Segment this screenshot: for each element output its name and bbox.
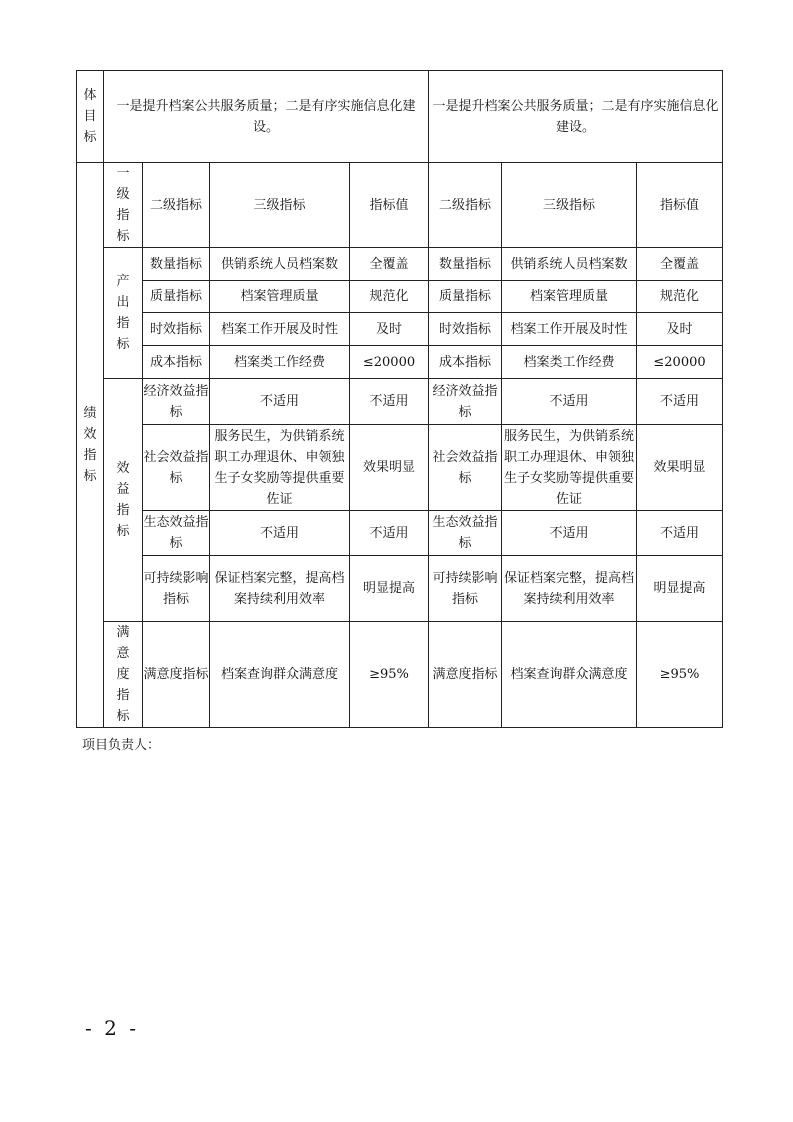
- table-row: [77, 622, 723, 728]
- level2-cell: 成本指标: [429, 346, 502, 379]
- value-cell: ≤20000: [637, 346, 723, 379]
- value-cell: 规范化: [350, 281, 429, 313]
- table-row: [77, 425, 723, 511]
- level2-cell: 可持续影响指标: [143, 556, 210, 622]
- level2-cell: 社会效益指标: [143, 425, 210, 511]
- level2-cell: 满意度指标: [429, 622, 502, 728]
- goal-row: [77, 71, 723, 163]
- benefit-indicators-label: 效 益 指 标: [104, 379, 143, 622]
- level3-cell: 档案类工作经费: [210, 346, 350, 379]
- value-cell: 不适用: [350, 379, 429, 425]
- value-cell: 效果明显: [350, 425, 429, 511]
- level3-cell: 不适用: [502, 511, 637, 556]
- table-row: [77, 248, 723, 281]
- value-cell: ≤20000: [350, 346, 429, 379]
- value-cell: 全覆盖: [350, 248, 429, 281]
- level3-cell: 档案查询群众满意度: [502, 622, 637, 728]
- value-cell: 不适用: [637, 379, 723, 425]
- level3-cell: 不适用: [210, 511, 350, 556]
- level3-cell: 档案查询群众满意度: [210, 622, 350, 728]
- goal-label: 体 目 标: [77, 71, 104, 163]
- level2-header: 二级指标: [143, 163, 210, 248]
- level2-cell: 可持续影响指标: [429, 556, 502, 622]
- value-cell: 不适用: [350, 511, 429, 556]
- level3-cell: 保证档案完整，提高档案持续利用效率: [502, 556, 637, 622]
- level3-header: 三级指标: [502, 163, 637, 248]
- value-cell: 效果明显: [637, 425, 723, 511]
- value-cell: 明显提高: [637, 556, 723, 622]
- level2-cell: 时效指标: [429, 313, 502, 346]
- level3-cell: 档案工作开展及时性: [210, 313, 350, 346]
- value-cell: 明显提高: [350, 556, 429, 622]
- performance-table: [76, 70, 723, 728]
- satisfaction-indicators-label: 满 意 度 指 标: [104, 622, 143, 728]
- level3-cell: 保证档案完整，提高档案持续利用效率: [210, 556, 350, 622]
- value-cell: 及时: [637, 313, 723, 346]
- value-header: 指标值: [350, 163, 429, 248]
- level2-cell: 社会效益指标: [429, 425, 502, 511]
- value-cell: ≥95%: [350, 622, 429, 728]
- level3-header: 三级指标: [210, 163, 350, 248]
- level3-cell: 档案管理质量: [210, 281, 350, 313]
- project-responsible-label: 项目负责人：: [82, 738, 161, 753]
- level3-cell: 服务民生，为供销系统职工办理退休、申领独生子女奖励等提供重要佐证: [502, 425, 637, 511]
- level3-cell: 不适用: [210, 379, 350, 425]
- table-row: [77, 281, 723, 313]
- level3-cell: 档案管理质量: [502, 281, 637, 313]
- level2-cell: 成本指标: [143, 346, 210, 379]
- level3-cell: 供销系统人员档案数: [210, 248, 350, 281]
- value-cell: 规范化: [637, 281, 723, 313]
- level2-cell: 经济效益指标: [429, 379, 502, 425]
- level3-cell: 供销系统人员档案数: [502, 248, 637, 281]
- level2-cell: 数量指标: [143, 248, 210, 281]
- level3-cell: 不适用: [502, 379, 637, 425]
- level3-cell: 档案类工作经费: [502, 346, 637, 379]
- level2-cell: 生态效益指标: [143, 511, 210, 556]
- level2-cell: 经济效益指标: [143, 379, 210, 425]
- value-cell: ≥95%: [637, 622, 723, 728]
- table-row: [77, 556, 723, 622]
- value-header: 指标值: [637, 163, 723, 248]
- level2-cell: 数量指标: [429, 248, 502, 281]
- goal-text-right: 一是提升档案公共服务质量；二是有序实施信息化建设。: [429, 71, 723, 163]
- level2-cell: 时效指标: [143, 313, 210, 346]
- level2-cell: 质量指标: [429, 281, 502, 313]
- value-cell: 全覆盖: [637, 248, 723, 281]
- table-row: [77, 379, 723, 425]
- level2-cell: 质量指标: [143, 281, 210, 313]
- level2-cell: 满意度指标: [143, 622, 210, 728]
- value-cell: 不适用: [637, 511, 723, 556]
- output-indicators-label: 产 出 指 标: [104, 248, 143, 379]
- level3-cell: 服务民生，为供销系统职工办理退休、申领独生子女奖励等提供重要佐证: [210, 425, 350, 511]
- level1-header: 一 级 指 标: [104, 163, 143, 248]
- table-row: [77, 511, 723, 556]
- level3-cell: 档案工作开展及时性: [502, 313, 637, 346]
- table-row: [77, 346, 723, 379]
- level2-cell: 生态效益指标: [429, 511, 502, 556]
- table-header-row: [77, 163, 723, 248]
- goal-text-left: 一是提升档案公共服务质量；二是有序实施信息化建设。: [104, 71, 429, 163]
- page-number: - 2 -: [85, 1016, 139, 1040]
- table-row: [77, 313, 723, 346]
- value-cell: 及时: [350, 313, 429, 346]
- performance-indicators-label: 绩 效 指 标: [77, 163, 104, 728]
- level2-header: 二级指标: [429, 163, 502, 248]
